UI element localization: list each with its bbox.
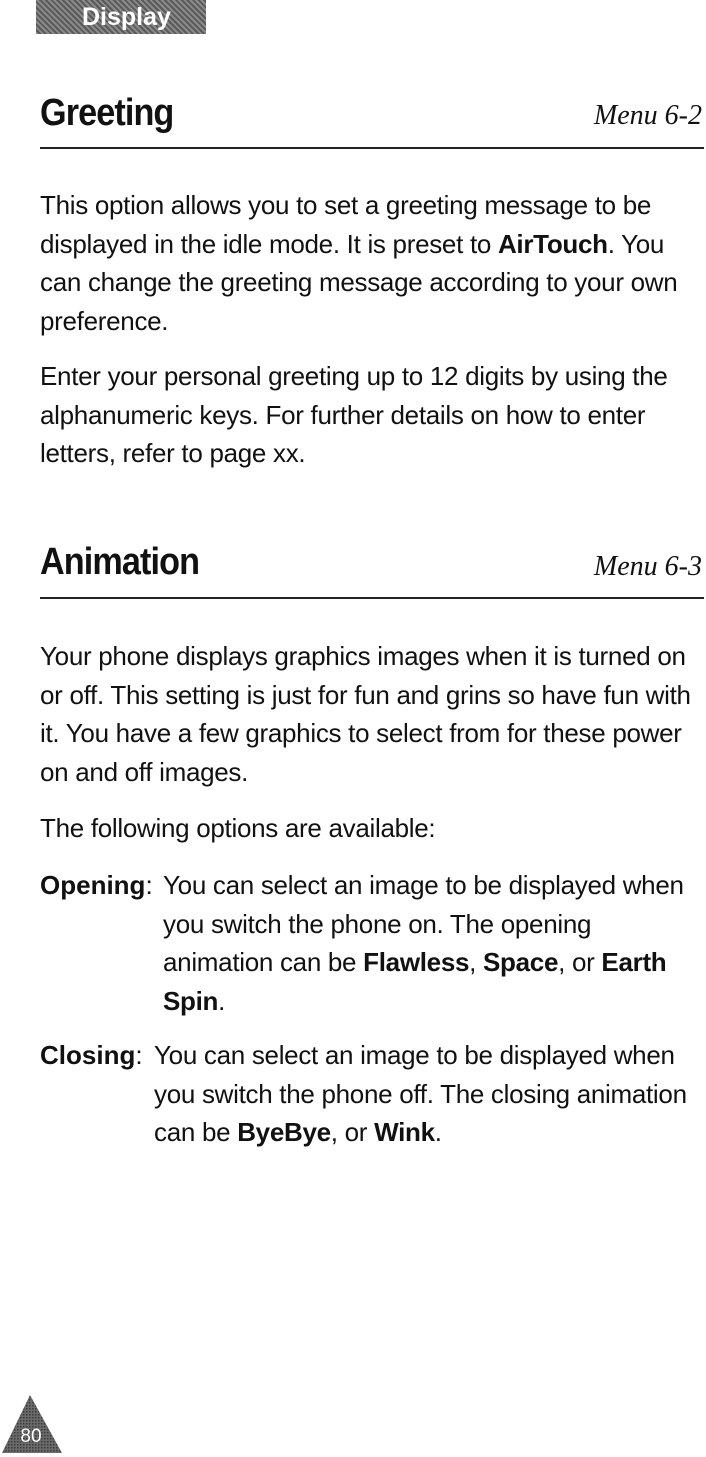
opening-option-text: [163, 866, 704, 1020]
opening-option-label: Opening:: [40, 870, 153, 900]
page-number-badge: [2, 1393, 64, 1455]
greeting-text: This option allows you to set a greeting message to be displayed in the idle mode. It is preset to: [40, 190, 652, 259]
period: .: [218, 985, 226, 1016]
separator: , or: [330, 1117, 375, 1147]
greeting-paragraph-1: [40, 186, 704, 340]
greeting-divider: [40, 147, 704, 149]
greeting-text-cont: . You can change the greeting message according to your own preference.: [40, 228, 678, 336]
opening-choice-space: Space: [483, 947, 559, 977]
opening-desc: You can select an image to be displayed when you switch the phone on. The opening animation can be: [163, 870, 684, 977]
greeting-paragraph-2: Enter your personal greeting up to 12 digits by using the alphanumeric keys. For further details on how to enter letters, refer to page xx.: [40, 361, 668, 468]
separator: , or: [558, 947, 602, 977]
separator: ,: [469, 947, 484, 977]
animation-divider: [40, 597, 704, 599]
closing-option-label: Closing:: [40, 1040, 143, 1070]
closing-option-text: [154, 1036, 704, 1152]
animation-menu-ref: Menu 6-3: [593, 551, 702, 582]
opening-choice-flawless: Flawless: [363, 947, 470, 977]
opening-label-text: Opening: [40, 870, 146, 900]
section-tab: [36, 0, 206, 34]
greeting-title: Greeting: [40, 92, 174, 134]
section-tab-label: Display: [82, 2, 171, 31]
closing-label-text: Closing: [40, 1040, 136, 1070]
animation-title: Animation: [40, 541, 200, 583]
closing-choice-wink: Wink: [374, 1117, 435, 1147]
animation-paragraph-2: The following options are available:: [40, 813, 436, 843]
closing-choice-byebye: ByeBye: [237, 1117, 331, 1147]
period: .: [434, 1117, 442, 1147]
opening-choice-earth-spin: Earth Spin: [163, 947, 667, 1016]
greeting-default-value: AirTouch: [497, 228, 608, 259]
closing-desc: You can select an image to be displayed when you switch the phone off. The closing animation can be: [154, 1040, 687, 1147]
page-number: 80: [20, 1426, 42, 1447]
greeting-menu-ref: Menu 6-2: [593, 100, 702, 131]
animation-paragraph-1: Your phone displays graphics images when it is turned on or off. This setting is just for fun and grins so have fun with it. You have a few graphics to select from for these power on and off images.: [40, 641, 691, 787]
